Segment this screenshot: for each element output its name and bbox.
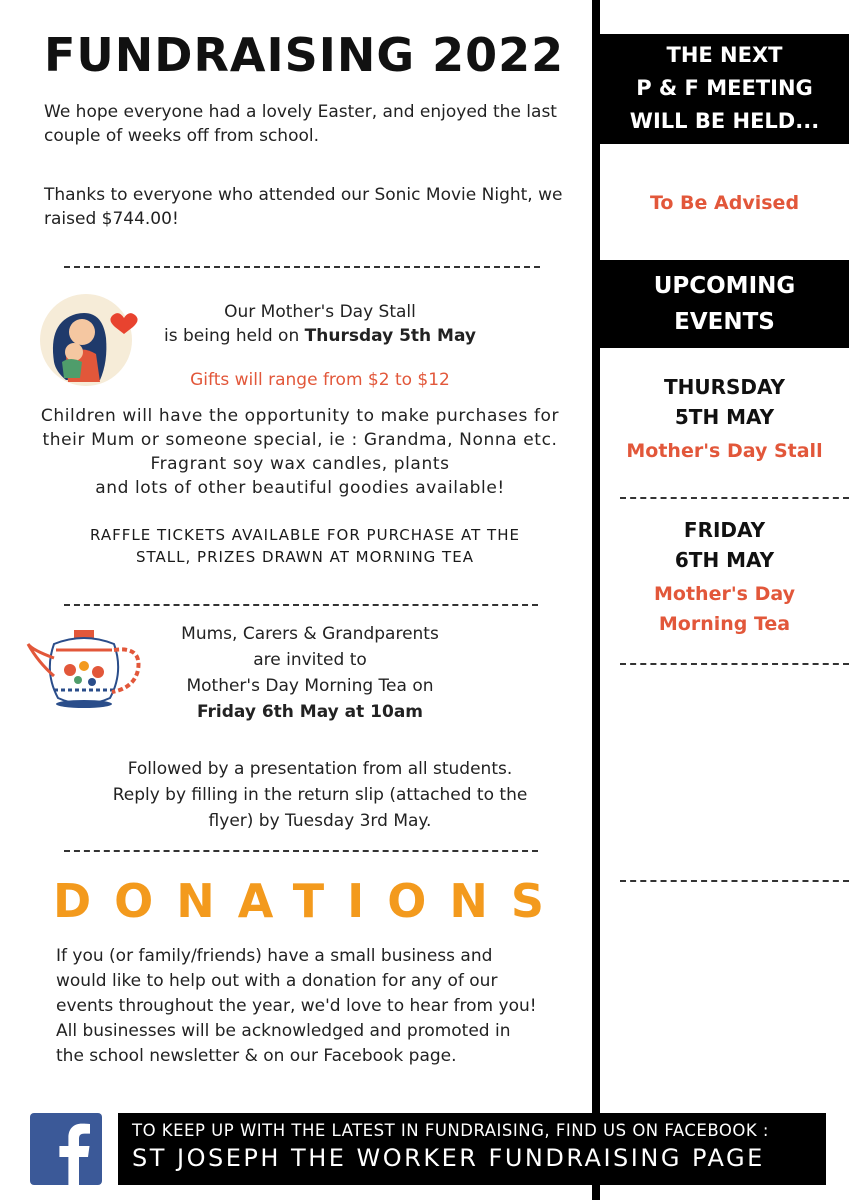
raffle-notice-line: STALL, PRIZES DRAWN AT MORNING TEA <box>136 548 474 566</box>
section-divider <box>64 850 538 852</box>
stall-description-line: and lots of other beautiful goodies available! <box>95 478 505 498</box>
stall-date-bold: Thursday 5th May <box>304 326 477 346</box>
morning-tea-followup-line: flyer) by Tuesday 3rd May. <box>208 811 432 831</box>
donations-text-line: All businesses will be acknowledged and promoted in <box>56 1021 511 1041</box>
event-date: FRIDAY <box>683 518 766 542</box>
stall-description-line: their Mum or someone special, ie : Grandma, Nonna etc. <box>42 430 558 450</box>
intro-movie-night-text: Thanks to everyone who attended our Sonic Movie Night, we raised $744.00! <box>44 185 563 229</box>
event-name: Morning Tea <box>658 613 791 635</box>
intro-easter-text: We hope everyone had a lovely Easter, and enjoyed the last couple of weeks off from school. <box>44 102 557 146</box>
raffle-notice <box>20 524 590 568</box>
event-name: Mother's Day Stall <box>626 440 823 462</box>
events-header-line: UPCOMING <box>653 273 796 299</box>
page-title: FUNDRAISING 2022 <box>44 28 565 82</box>
section-divider <box>64 604 538 606</box>
donations-text-line: the school newsletter & on our Facebook page. <box>56 1046 457 1066</box>
event-item <box>600 372 849 466</box>
event-item <box>600 515 849 639</box>
stall-gift-range: Gifts will range from $2 to $12 <box>190 370 450 390</box>
donations-text <box>56 944 586 1069</box>
facebook-icon[interactable] <box>30 1113 102 1185</box>
meeting-header-line: WILL BE HELD... <box>629 109 820 133</box>
meeting-header-line: P & F MEETING <box>636 76 813 100</box>
stall-intro-line: Our Mother's Day Stall <box>224 302 416 322</box>
morning-tea-invite-line: are invited to <box>253 650 367 670</box>
event-date: 6TH MAY <box>674 548 775 572</box>
meeting-header <box>600 34 849 144</box>
event-date: THURSDAY <box>663 375 786 399</box>
morning-tea-followup <box>50 756 590 834</box>
donations-text-line: events throughout the year, we'd love to hear from you! <box>56 996 537 1016</box>
donations-text-line: If you (or family/friends) have a small business and <box>56 946 493 966</box>
event-date: 5TH MAY <box>674 405 775 429</box>
event-divider <box>620 663 849 665</box>
morning-tea-date: Friday 6th May at 10am <box>196 702 424 722</box>
meeting-date-value: To Be Advised <box>649 192 800 214</box>
events-header <box>600 260 849 348</box>
morning-tea-invite-line: Mums, Carers & Grandparents <box>181 624 439 644</box>
event-divider <box>620 880 849 882</box>
raffle-notice-line: RAFFLE TICKETS AVAILABLE FOR PURCHASE AT THE <box>90 526 520 544</box>
facebook-banner-line: TO KEEP UP WITH THE LATEST IN FUNDRAISING, FIND US ON FACEBOOK : <box>132 1121 769 1140</box>
meeting-header-line: THE NEXT <box>666 43 783 67</box>
donations-title: DONATIONS <box>52 874 568 928</box>
event-name: Mother's Day <box>654 583 795 605</box>
events-header-line: EVENTS <box>674 309 775 335</box>
teapot-icon <box>24 620 148 712</box>
stall-date-line <box>150 324 490 348</box>
morning-tea-invite-line: Mother's Day Morning Tea on <box>186 676 434 696</box>
morning-tea-followup-line: Followed by a presentation from all students. <box>127 759 513 779</box>
morning-tea-invite <box>150 622 470 726</box>
stall-date-prefix: is being held on <box>163 326 305 346</box>
section-divider <box>64 266 540 268</box>
stall-description-line: Fragrant soy wax candles, plants <box>150 454 450 474</box>
facebook-banner[interactable] <box>118 1113 826 1185</box>
column-divider <box>592 0 600 1200</box>
donations-text-line: would like to help out with a donation for any of our <box>56 971 498 991</box>
facebook-page-name: ST JOSEPH THE WORKER FUNDRAISING PAGE <box>132 1144 765 1172</box>
stall-description-line: Children will have the opportunity to make purchases for <box>40 406 560 426</box>
event-divider <box>620 497 849 499</box>
stall-description <box>20 404 580 500</box>
mother-child-icon <box>36 292 142 388</box>
morning-tea-followup-line: Reply by filling in the return slip (attached to the <box>112 785 528 805</box>
